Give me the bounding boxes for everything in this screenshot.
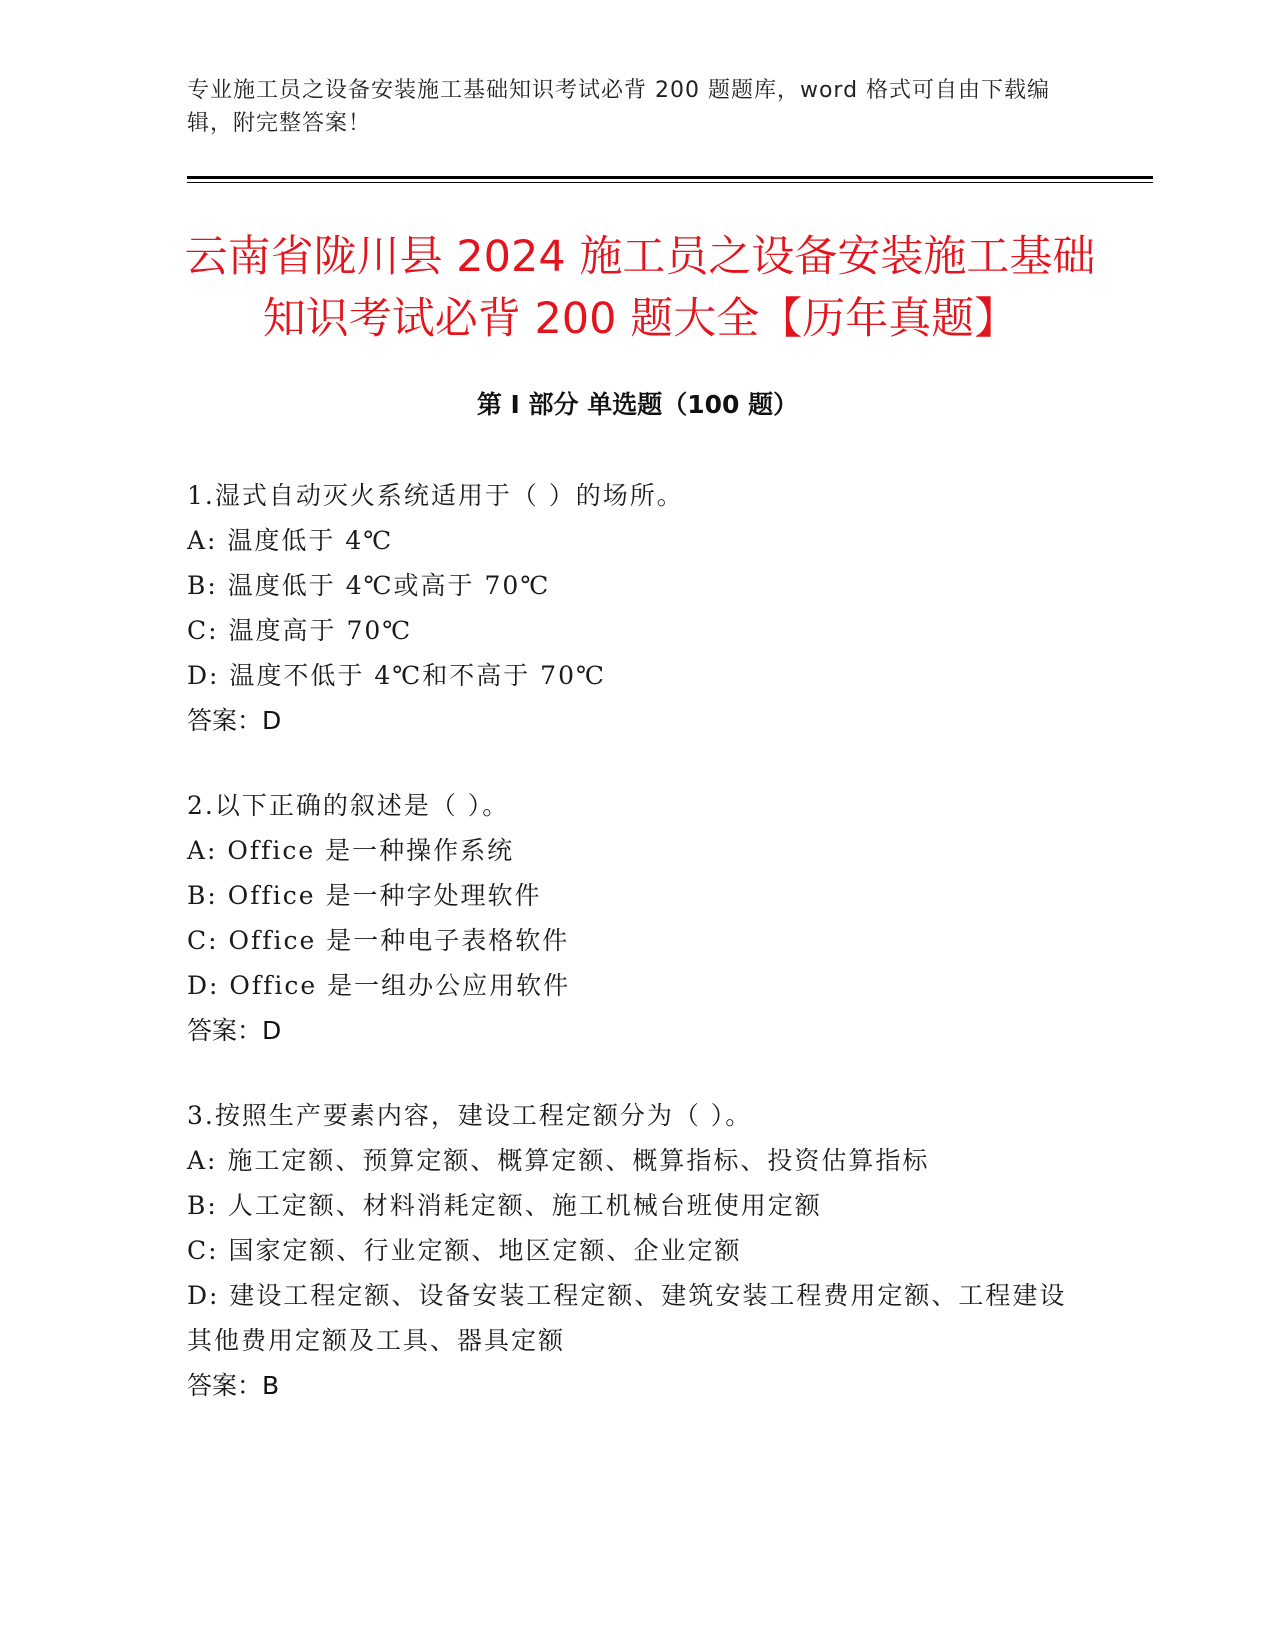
section-title: 第 I 部分 单选题（100 题） [476,390,799,419]
option-d: D: Office 是一组办公应用软件 [187,971,571,1000]
answer: 答案：D [187,706,282,735]
option-c: C: 国家定额、行业定额、地区定额、企业定额 [187,1236,742,1265]
option-a: A: 温度低于 4℃ [187,526,394,555]
question-list [187,473,1067,1448]
question-stem: 3.按照生产要素内容，建设工程定额分为（ ）。 [187,1101,753,1130]
option-b: B: 人工定额、材料消耗定额、施工机械台班使用定额 [187,1191,822,1220]
question-stem: 1.湿式自动灭火系统适用于（ ）的场所。 [187,481,684,510]
document-title: 云南省陇川县 2024 施工员之设备安装施工基础知识考试必背 200 题大全【历年真题】 [184,232,1096,344]
option-d: D: 温度不低于 4℃和不高于 70℃ [187,661,606,690]
question-3 [187,1093,1067,1408]
question-stem: 2.以下正确的叙述是（ ）。 [187,791,510,820]
option-b: B: Office 是一种字处理软件 [187,881,542,910]
header-divider-thin [187,182,1153,183]
header-note: 专业施工员之设备安装施工基础知识考试必背 200 题题库，word 格式可自由下载编辑，附完整答案！ [187,78,1051,136]
answer: 答案：B [187,1371,280,1400]
question-1 [187,473,1067,743]
option-d: D: 建设工程定额、设备安装工程定额、建筑安装工程费用定额、工程建设其他费用定额及工具、器具定额 [187,1281,1067,1355]
answer: 答案：D [187,1016,282,1045]
option-c: C: Office 是一种电子表格软件 [187,926,570,955]
option-a: A: 施工定额、预算定额、概算定额、概算指标、投资估算指标 [187,1146,930,1175]
option-b: B: 温度低于 4℃或高于 70℃ [187,571,551,600]
header-divider-thick [187,176,1153,179]
question-2 [187,783,1067,1053]
option-c: C: 温度高于 70℃ [187,616,413,645]
option-a: A: Office 是一种操作系统 [187,836,515,865]
